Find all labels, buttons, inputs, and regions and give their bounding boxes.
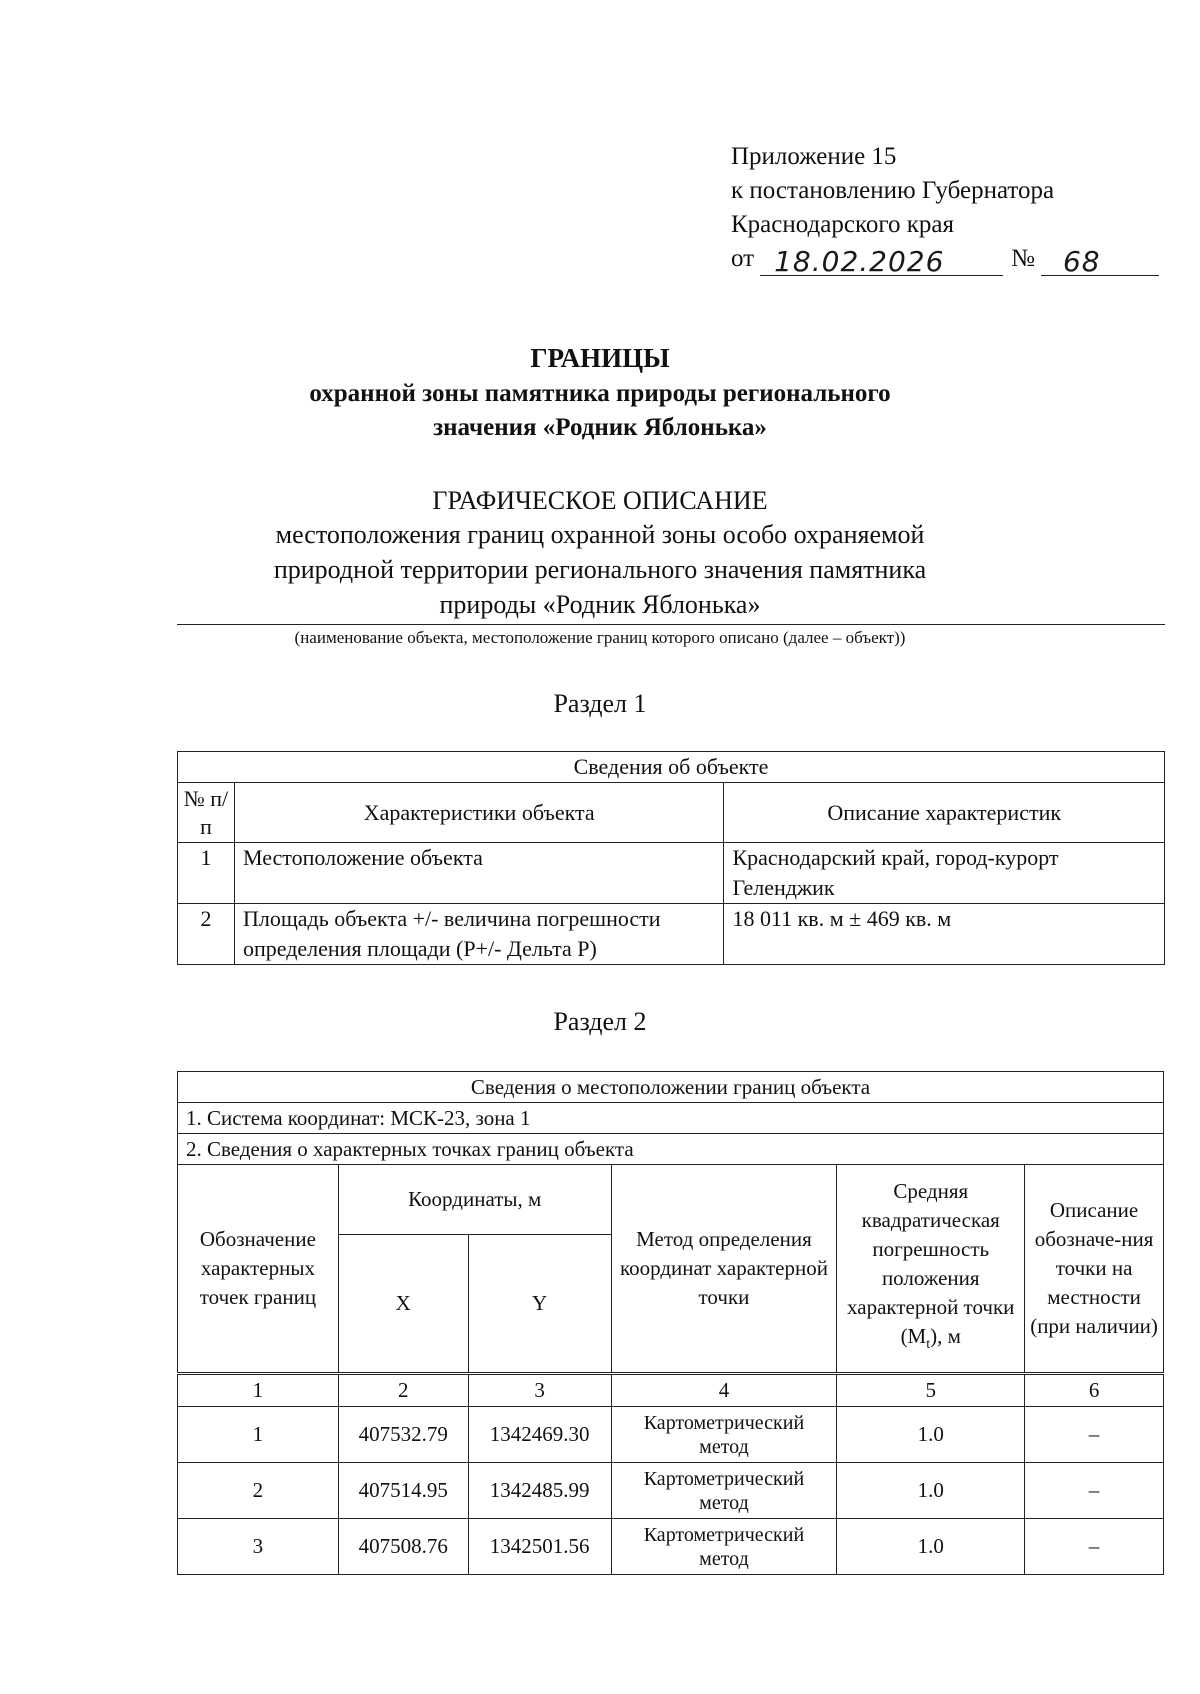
row-number: 1 <box>178 843 235 904</box>
table-column-headers <box>178 783 1165 843</box>
column-numbers-row <box>178 1374 1164 1407</box>
characteristic-cell: Площадь объекта +/- величина погрешности определения площади (Р+/- Дельта Р) <box>234 904 723 965</box>
description-cell: 18 011 кв. м ± 469 кв. м <box>724 904 1165 965</box>
table-row <box>178 1407 1164 1463</box>
date-prefix: от <box>731 245 755 272</box>
coordinate-y: 1342501.56 <box>468 1519 611 1575</box>
appendix-line-2: к постановлению Губернатора <box>731 177 1055 204</box>
table-header-row <box>178 752 1165 783</box>
boundary-points-table-header: Сведения о местоположении границ объекта <box>178 1072 1164 1103</box>
column-error-header-text: Средняя квадратическая погрешность положения характерной точки (M <box>847 1179 1015 1349</box>
boundary-points-table <box>177 1071 1164 1575</box>
date-underline <box>760 247 1003 276</box>
coordinate-system-row <box>178 1103 1164 1134</box>
characteristic-cell: Местоположение объекта <box>234 843 723 904</box>
table-column-headers <box>178 1165 1164 1235</box>
coordinate-x: 407532.79 <box>338 1407 468 1463</box>
point-description: – <box>1025 1519 1164 1575</box>
column-designation-header: Обозначение характерных точек границ <box>178 1165 339 1374</box>
coordinate-y: 1342469.30 <box>468 1407 611 1463</box>
column-y-header: Y <box>468 1235 611 1374</box>
column-error-header-subscript: t <box>926 1337 931 1353</box>
table-row <box>178 1463 1164 1519</box>
column-description-header: Описание характеристик <box>724 783 1165 843</box>
method-cell: Картометрический метод <box>611 1519 837 1575</box>
handwritten-number: 68 <box>1062 245 1101 278</box>
appendix-block <box>731 140 1159 276</box>
points-info-row <box>178 1134 1164 1165</box>
column-coordinates-header: Координаты, м <box>338 1165 611 1235</box>
document-title: ГРАНИЦЫ <box>530 343 670 373</box>
points-info-header: 2. Сведения о характерных точках границ объекта <box>178 1134 1164 1165</box>
column-error-header-unit: ), м <box>930 1324 961 1349</box>
section-1-title: Раздел 1 <box>553 689 647 718</box>
column-number: 1 <box>178 1374 339 1407</box>
table-header-row <box>178 1072 1164 1103</box>
point-description: – <box>1025 1463 1164 1519</box>
column-number: 2 <box>338 1374 468 1407</box>
number-underline <box>1041 247 1159 276</box>
appendix-line-1: Приложение 15 <box>731 143 897 170</box>
column-number: 3 <box>468 1374 611 1407</box>
point-description: – <box>1025 1407 1164 1463</box>
error-cell: 1.0 <box>837 1519 1025 1575</box>
column-description-header: Описание обозначе-ния точки на местности (при наличии) <box>1025 1165 1164 1374</box>
column-error-header <box>837 1165 1025 1374</box>
number-prefix: № <box>1011 245 1035 272</box>
table-row <box>178 843 1165 904</box>
title-line-3: значения «Родник Яблонька» <box>433 414 767 441</box>
table-row <box>178 1519 1164 1575</box>
object-info-table <box>177 751 1165 965</box>
graphic-description-heading: ГРАФИЧЕСКОЕ ОПИСАНИЕ <box>432 486 768 515</box>
column-method-header: Метод определения координат характерной точки <box>611 1165 837 1374</box>
point-designation: 1 <box>178 1407 339 1463</box>
column-number: 6 <box>1025 1374 1164 1407</box>
appendix-line-3: Краснодарского края <box>731 211 954 238</box>
column-number: 4 <box>611 1374 837 1407</box>
graphic-line-2: местоположения границ охранной зоны особо охраняемой <box>275 520 925 549</box>
coordinate-system: 1. Система координат: МСК-23, зона 1 <box>178 1103 1164 1134</box>
table-row <box>178 904 1165 965</box>
coordinate-x: 407514.95 <box>338 1463 468 1519</box>
graphic-line-4: природы «Родник Яблонька» <box>439 590 761 619</box>
column-characteristics-header: Характеристики объекта <box>234 783 723 843</box>
column-x-header: X <box>338 1235 468 1374</box>
object-name-caption: (наименование объекта, местоположение границ которого описано (далее – объект)) <box>294 628 906 647</box>
point-designation: 3 <box>178 1519 339 1575</box>
row-number: 2 <box>178 904 235 965</box>
method-cell: Картометрический метод <box>611 1407 837 1463</box>
point-designation: 2 <box>178 1463 339 1519</box>
appendix-date-number-line <box>731 242 1159 276</box>
method-cell: Картометрический метод <box>611 1463 837 1519</box>
column-number-header: № п/п <box>178 783 235 843</box>
coordinate-x: 407508.76 <box>338 1519 468 1575</box>
description-cell: Краснодарский край, город-курорт Геленджик <box>724 843 1165 904</box>
handwritten-date: 18.02.2026 <box>774 245 945 278</box>
section-2-title: Раздел 2 <box>553 1007 647 1036</box>
object-info-table-header: Сведения об объекте <box>178 752 1165 783</box>
graphic-line-3: природной территории регионального значения памятника <box>273 555 927 584</box>
object-name-underline <box>177 624 1165 625</box>
error-cell: 1.0 <box>837 1463 1025 1519</box>
coordinate-y: 1342485.99 <box>468 1463 611 1519</box>
error-cell: 1.0 <box>837 1407 1025 1463</box>
title-line-2: охранной зоны памятника природы регионального <box>309 380 891 407</box>
column-number: 5 <box>837 1374 1025 1407</box>
